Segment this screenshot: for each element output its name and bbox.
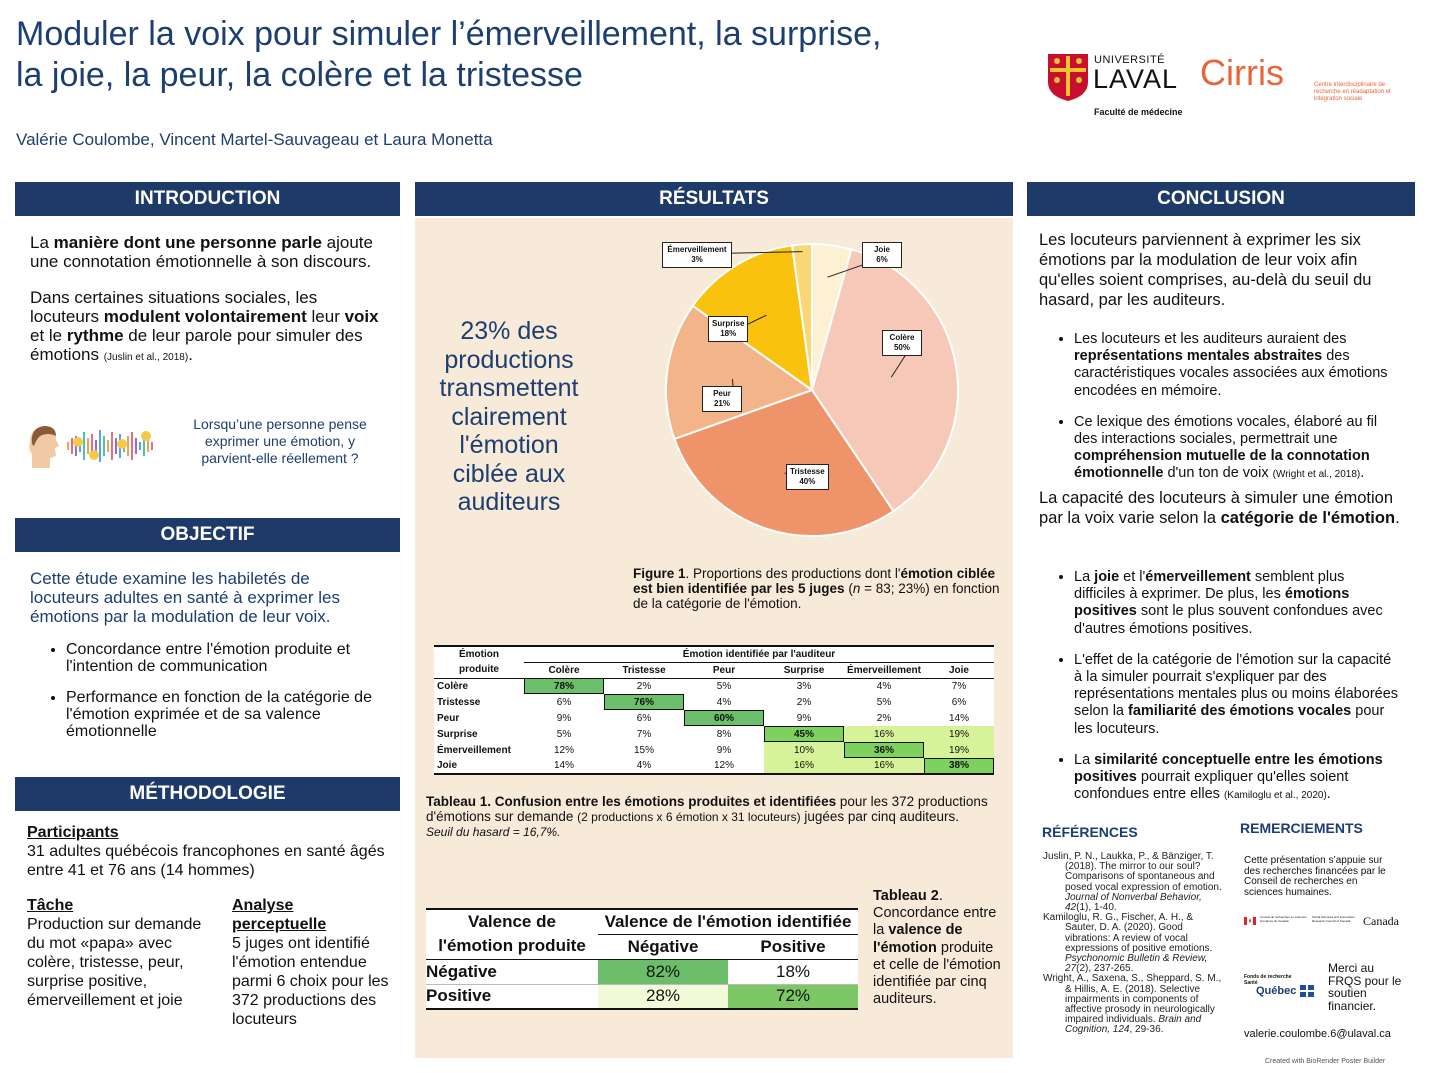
resultats-heading: RÉSULTATS	[415, 182, 1013, 216]
table-row: Émotion Émotion identifiée par l'auditeur	[434, 646, 994, 662]
table-cell: 5%	[716, 680, 732, 692]
pie-label-name: Joie	[873, 245, 890, 254]
footer-credit: Created with BioRender Poster Builder	[1265, 1058, 1386, 1065]
pie-label-name: Émerveillement	[667, 245, 727, 254]
valence-table-wrapper	[426, 908, 858, 1010]
pie-label-value: 21%	[713, 399, 730, 408]
table-row	[426, 984, 858, 1009]
table-cell: 12%	[553, 744, 574, 756]
crsh-logo: Conseil de recherches en sciences humaines du Canada Social Sciences and Humanities Research Council of Canada Canada	[1244, 912, 1399, 934]
research-question: Lorsqu’une personne pense exprimer une émotion, y parvient-elle réellement ?	[193, 416, 367, 466]
references-heading: RÉFÉRENCES	[1042, 824, 1138, 840]
introduction-text	[30, 233, 380, 384]
pie-label-value: 50%	[893, 343, 910, 352]
canada-flag-icon	[1244, 917, 1256, 925]
reference-item: Wright, A., Saxena, S., Sheppard, S. M., & Hillis, A. E. (2018). Selective impairments in components of affective prosody in neurologically impaired individuals. Brain and Cognition, 124, 29-36.	[1043, 973, 1222, 1036]
row-label: Tristesse	[437, 696, 481, 708]
row-label: Négative	[426, 961, 497, 981]
pie-label-name: Surprise	[712, 319, 745, 328]
table-cell: 36%	[844, 742, 924, 758]
confusion-table-wrapper	[434, 645, 994, 775]
pie-label-value: 18%	[720, 329, 737, 338]
table-cell: 72%	[728, 984, 858, 1009]
column-header: Négative	[627, 936, 699, 956]
table-row	[434, 710, 994, 726]
table-cell: 19%	[924, 742, 994, 758]
table-row	[434, 726, 994, 742]
table-row	[434, 758, 994, 774]
column-header: Émerveillement	[847, 664, 921, 676]
pie-label-name: Tristesse	[790, 467, 825, 476]
table-row: produite Colère Tristesse Peur Surprise Émerveillement Joie	[434, 662, 994, 678]
pie-label-émerveillement	[662, 242, 732, 268]
pie-label-name: Peur	[713, 389, 731, 398]
row-label: Peur	[437, 712, 460, 724]
conclusion-paragraph-1: Les locuteurs parviennent à exprimer les six émotions par la modulation de leur voix afin qu'elles soient comprises, au-delà du seuil du hasard, par les auditeurs.	[1039, 231, 1372, 309]
column-header: Surprise	[783, 664, 825, 676]
key-statistic: 23% des productions transmettent clairement l'émotion ciblée aux auditeurs	[439, 317, 579, 516]
table-cell: 4%	[716, 696, 732, 708]
methodologie-heading: MÉTHODOLOGIE	[15, 777, 400, 811]
pie-label-value: 40%	[799, 477, 816, 486]
table-cell: 5%	[556, 728, 572, 740]
table-cell: 16%	[764, 758, 844, 774]
row-label: Colère	[437, 680, 469, 692]
references-list	[1043, 852, 1225, 1036]
table-cell: 82%	[598, 959, 728, 984]
emotion-pie-chart	[640, 230, 1010, 550]
poster-title: Moduler la voix pour simuler l’émerveillement, la surprise, la joie, la peur, la colère et la tristesse	[16, 15, 882, 94]
pie-label-surprise	[708, 316, 748, 342]
table-cell: 76%	[604, 694, 684, 710]
figure-1-caption: Figure 1. Proportions des productions dont l'émotion ciblée est bien identifiée par les 5 juges (n = 83; 23%) en fonction de la catégorie de l'émotion.	[633, 566, 1000, 611]
table-cell: 14%	[948, 712, 969, 724]
confusion-table	[434, 645, 994, 775]
table-row	[434, 694, 994, 710]
column-header: Peur	[712, 664, 736, 676]
ulaval-shield-icon	[1046, 52, 1090, 102]
table-cell: 18%	[728, 959, 858, 984]
frqs-logo: Fonds de recherche Santé Québec	[1244, 975, 1314, 1000]
table-cell: 45%	[764, 726, 844, 742]
table-cell: 38%	[924, 758, 994, 774]
table-cell: 60%	[684, 710, 764, 726]
objectif-text: Cette étude examine les habiletés de locuteurs adultes en santé à exprimer les émotions par la modulation de leur voix.	[30, 569, 340, 626]
table-cell: 6%	[556, 696, 572, 708]
contact-email[interactable]: valerie.coulombe.6@ulaval.ca	[1244, 1028, 1391, 1040]
table-cell: 14%	[553, 760, 574, 771]
column-header: Positive	[760, 936, 826, 956]
objectif-heading: OBJECTIF	[15, 518, 400, 552]
table-cell: 16%	[844, 726, 924, 742]
table-cell: 3%	[796, 680, 812, 692]
table-cell: 4%	[636, 760, 652, 771]
tache-block: Tâche Production sur demande du mot «papa» avec colère, tristesse, peur, surprise positive, émerveillement et joie	[27, 897, 202, 1009]
table-cell: 7%	[951, 680, 967, 692]
pie-label-colère	[882, 330, 922, 356]
table-cell: 19%	[924, 726, 994, 742]
conclusion-paragraph-2: La capacité des locuteurs à simuler une émotion par la voix varie selon la catégorie de l'émotion.	[1039, 489, 1400, 527]
conclusion-heading: CONCLUSION	[1027, 182, 1415, 216]
pie-label-tristesse	[786, 464, 829, 490]
table-cell: 12%	[713, 760, 734, 771]
column-header: Tristesse	[622, 664, 666, 676]
pie-label-name: Colère	[889, 333, 915, 342]
table-cell: 8%	[716, 728, 732, 740]
cirris-logo: Cirris Centre interdisciplinaire de recherche en réadaptation et intégration sociale	[1200, 52, 1391, 102]
table-row: Valence de Valence de l'émotion identifiée	[426, 909, 858, 934]
speaking-head-illustration	[26, 422, 164, 470]
conclusion-list-1	[1054, 331, 1394, 498]
intro-paragraph-2: Dans certaines situations sociales, les locuteurs modulent volontairement leur voix et le rythme de leur parole pour simuler des émotions (Juslin et al., 2018).	[30, 288, 379, 364]
table-row: l'émotion produite Négative Positive	[426, 934, 858, 959]
ulaval-logo: UNIVERSITÉ LAVAL Faculté de médecine	[1046, 52, 1181, 120]
table-cell: 2%	[796, 696, 812, 708]
table-cell: 9%	[556, 712, 572, 724]
valence-table	[426, 908, 858, 1010]
remerciements-heading: REMERCIEMENTS	[1240, 820, 1363, 836]
table-row	[426, 959, 858, 984]
frqs-funding-text: Merci au FRQS pour le soutien financier.	[1328, 961, 1402, 1013]
row-label: Émerveillement	[437, 744, 511, 756]
objectif-list	[46, 641, 386, 754]
table-cell: 78%	[524, 678, 604, 694]
table-cell: 15%	[633, 744, 654, 756]
pie-label-peur	[702, 386, 742, 412]
row-label: Positive	[426, 986, 492, 1006]
list-item: • Ce lexique des émotions vocales, élaboré au fil des interactions sociales, permettrait une compréhension mutuelle de la connotation émotionnelle d'un ton de voix (Wright et al., 2018).	[1074, 414, 1394, 484]
list-item: • La similarité conceptuelle entre les émotions positives pourrait expliquer qu'elles soient confondues entre elles (Kamiloglu et al., 2020).	[1074, 752, 1399, 805]
participants-block: Participants 31 adultes québécois francophones en santé âgés entre 41 et 76 ans (14 hommes)	[27, 824, 385, 879]
pie-label-value: 3%	[691, 255, 703, 264]
pie-label-value: 6%	[876, 255, 888, 264]
table-row	[434, 678, 994, 694]
authors: Valérie Coulombe, Vincent Martel-Sauvageau et Laura Monetta	[16, 130, 493, 149]
list-item: • Concordance entre l'émotion produite et l'intention de communication	[66, 641, 386, 675]
reference-item: Kamiloglu, R. G., Fischer, A. H., & Sauter, D. A. (2020). Good vibrations: A review of vocal expressions of positive emotions. Psychonomic Bulletin & Review, 27(2), 237-265.	[1043, 912, 1213, 975]
conclusion-list-2	[1054, 569, 1399, 818]
table-cell: 7%	[636, 728, 652, 740]
table-cell: 6%	[636, 712, 652, 724]
table-cell: 28%	[598, 984, 728, 1009]
row-label: Surprise	[437, 728, 478, 740]
table-2-caption: Tableau 2. Concordance entre la valence de l'émotion produite et celle de l'émotion identifiée par cinq auditeurs.	[873, 888, 1001, 1008]
column-header: Joie	[948, 664, 969, 676]
table-cell: 4%	[876, 680, 892, 692]
table-cell: 9%	[716, 744, 732, 756]
table-cell: 9%	[796, 712, 812, 724]
table-cell: 5%	[876, 696, 892, 708]
table-cell: 2%	[636, 680, 652, 692]
list-item: • L'effet de la catégorie de l'émotion sur la capacité à la simuler pourrait s'expliquer par des représentations mentales plus ou moins élaborées selon la familiarité des émotions vocales pour les locuteurs.	[1074, 652, 1399, 738]
row-label: Joie	[437, 760, 458, 771]
column-header: Colère	[548, 664, 580, 676]
intro-paragraph-1: La manière dont une personne parle ajoute une connotation émotionnelle à son discours.	[30, 233, 373, 271]
crsh-funding-text: Cette présentation s’appuie sur des recherches financées par le Conseil de recherches en sciences humaines.	[1244, 855, 1386, 898]
analyse-block: Analyse perceptuelle 5 juges ont identifié l'émotion entendue parmi 6 choix pour les 372 productions des locuteurs	[232, 897, 389, 1028]
introduction-heading: INTRODUCTION	[15, 182, 400, 216]
table-cell: 10%	[764, 742, 844, 758]
table-1-caption: Tableau 1. Confusion entre les émotions produites et identifiées pour les 372 productions d'émotions sur demande (2 productions x 6 émotion x 31 locuteurs) jugées par cinq auditeurs. Seuil du hasard = 16,7%.	[426, 794, 988, 839]
reference-item: Juslin, P. N., Laukka, P., & Bänziger, T. (2018). The mirror to our soul? Comparisons of spontaneous and posed vocal expression of emotion. Journal of Nonverbal Behavior, 42(1), 1-40.	[1043, 851, 1222, 914]
list-item: • Les locuteurs et les auditeurs auraient des représentations mentales abstraites des caractéristiques vocales associées aux émotions encodées en mémoire.	[1074, 331, 1394, 400]
table-cell: 2%	[876, 712, 892, 724]
list-item: • Performance en fonction de la catégorie de l'émotion exprimée et de sa valence émotionnelle	[66, 689, 386, 740]
table-cell: 6%	[951, 696, 967, 708]
list-item: • La joie et l'émerveillement semblent plus difficiles à exprimer. De plus, les émotions positives sont le plus souvent confondues avec d'autres émotions positives.	[1074, 569, 1399, 638]
table-cell: 16%	[844, 758, 924, 774]
pie-label-joie	[862, 242, 902, 268]
table-row	[434, 742, 994, 758]
fleurdelise-icon	[1300, 985, 1314, 997]
